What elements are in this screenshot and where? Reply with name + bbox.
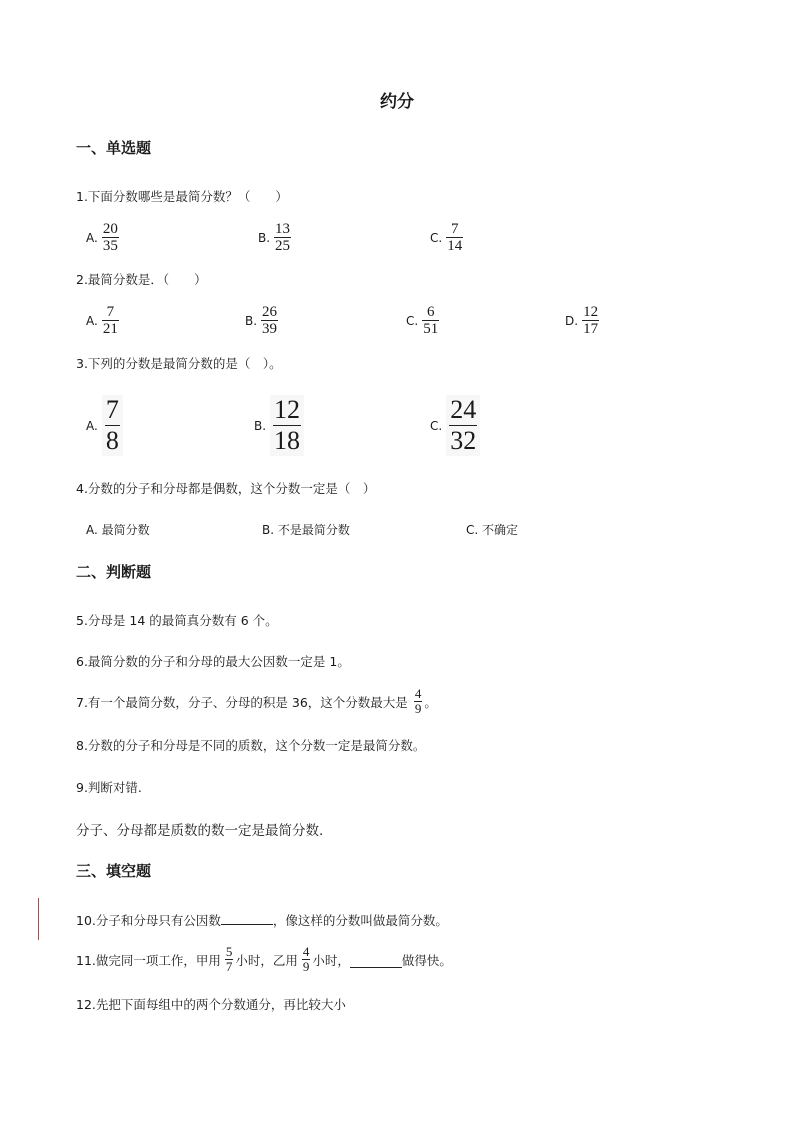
option-letter: A.	[86, 313, 98, 328]
numerator: 7	[106, 304, 115, 320]
fraction	[102, 222, 119, 253]
denominator: 18	[274, 426, 301, 455]
question-7	[76, 688, 437, 715]
fraction	[414, 688, 423, 715]
option-letter: A.	[86, 418, 98, 433]
denominator: 9	[414, 701, 422, 716]
numerator: 7	[450, 221, 459, 237]
denominator: 14	[447, 238, 463, 254]
page-title: 约分	[380, 92, 414, 112]
denominator: 8	[105, 426, 119, 455]
section-heading-true-false: 二、判断题	[76, 563, 152, 581]
numerator: 4	[302, 944, 310, 959]
margin-mark	[38, 898, 39, 940]
denominator: 32	[450, 426, 477, 455]
denominator: 51	[423, 321, 439, 337]
q2-option-d	[565, 305, 599, 336]
q1-option-c	[430, 222, 463, 253]
denominator: 39	[262, 321, 278, 337]
question-6: 6.最简分数的分子和分母的最大公因数一定是 1。	[76, 654, 350, 669]
denominator: 35	[102, 238, 118, 254]
question-11-text-3: 小时，	[312, 952, 350, 968]
fraction	[270, 395, 304, 456]
question-7-end: 。	[424, 694, 437, 710]
numerator: 12	[274, 395, 301, 424]
denominator: 17	[583, 321, 599, 337]
question-10	[76, 911, 448, 929]
q3-option-b	[254, 395, 304, 456]
question-9: 9.判断对错.	[76, 780, 142, 795]
denominator: 25	[275, 238, 291, 254]
numerator: 6	[426, 304, 435, 320]
question-11-text: 11.做完同一项工作，甲用	[76, 952, 221, 968]
section-heading-single-choice: 一、单选题	[76, 139, 152, 157]
numerator: 4	[414, 686, 422, 701]
fraction	[102, 305, 119, 336]
numerator: 20	[102, 221, 118, 237]
option-letter: B.	[258, 230, 271, 245]
fraction	[446, 395, 480, 456]
question-11-text-2: 小时，乙用	[235, 952, 298, 968]
numerator: 26	[262, 304, 278, 320]
q2-option-c	[406, 305, 439, 336]
q3-option-c	[430, 395, 480, 456]
answer-blank[interactable]	[221, 912, 273, 925]
denominator: 9	[302, 959, 310, 974]
question-8: 8.分数的分子和分母是不同的质数，这个分数一定是最简分数。	[76, 738, 426, 753]
numerator: 12	[583, 304, 599, 320]
question-2: 2.最简分数是．（ ）	[76, 272, 207, 287]
option-letter: D.	[565, 313, 579, 328]
question-10-text: 10.分子和分母只有公因数	[76, 913, 221, 928]
question-12: 12.先把下面每组中的两个分数通分，再比较大小	[76, 997, 346, 1012]
q2-option-a	[86, 305, 119, 336]
option-letter: C.	[406, 313, 419, 328]
numerator: 7	[105, 395, 119, 424]
section-heading-fill-blank: 三、填空题	[76, 862, 152, 880]
question-11-end: 做得快。	[401, 952, 452, 968]
q4-option-b: B. 不是最简分数	[262, 523, 350, 537]
q1-option-b	[258, 222, 291, 253]
option-letter: C.	[430, 418, 443, 433]
option-letter: B.	[245, 313, 258, 328]
denominator: 7	[225, 959, 233, 974]
question-4: 4.分数的分子和分母都是偶数，这个分数一定是（ ）	[76, 481, 376, 496]
question-7-text: 7.有一个最简分数，分子、分母的积是 36，这个分数最大是	[76, 694, 408, 710]
q2-option-b	[245, 305, 278, 336]
q1-option-a	[86, 222, 119, 253]
fraction	[225, 946, 234, 973]
question-1: 1.下面分数哪些是最简分数？（ ）	[76, 189, 288, 204]
q3-option-a	[86, 395, 123, 456]
question-3: 3.下列的分数是最简分数的是（ ）。	[76, 356, 282, 371]
question-11	[76, 946, 452, 973]
answer-blank[interactable]	[350, 955, 402, 968]
numerator: 5	[225, 944, 233, 959]
q4-option-a: A. 最简分数	[86, 523, 150, 537]
fraction	[446, 222, 463, 253]
option-letter: C.	[430, 230, 443, 245]
question-9-statement: 分子、分母都是质数的数一定是最简分数.	[76, 823, 324, 839]
question-10-end: ，像这样的分数叫做最简分数。	[272, 913, 448, 928]
option-letter: B.	[254, 418, 267, 433]
fraction	[302, 946, 311, 973]
q4-option-c: C. 不确定	[466, 523, 519, 537]
fraction	[422, 305, 439, 336]
fraction	[274, 222, 291, 253]
numerator: 13	[275, 221, 291, 237]
option-letter: A.	[86, 230, 98, 245]
fraction	[102, 395, 123, 456]
fraction	[261, 305, 278, 336]
question-5: 5.分母是 14 的最简真分数有 6 个。	[76, 613, 278, 628]
denominator: 21	[102, 321, 118, 337]
fraction	[582, 305, 599, 336]
numerator: 24	[450, 395, 477, 424]
